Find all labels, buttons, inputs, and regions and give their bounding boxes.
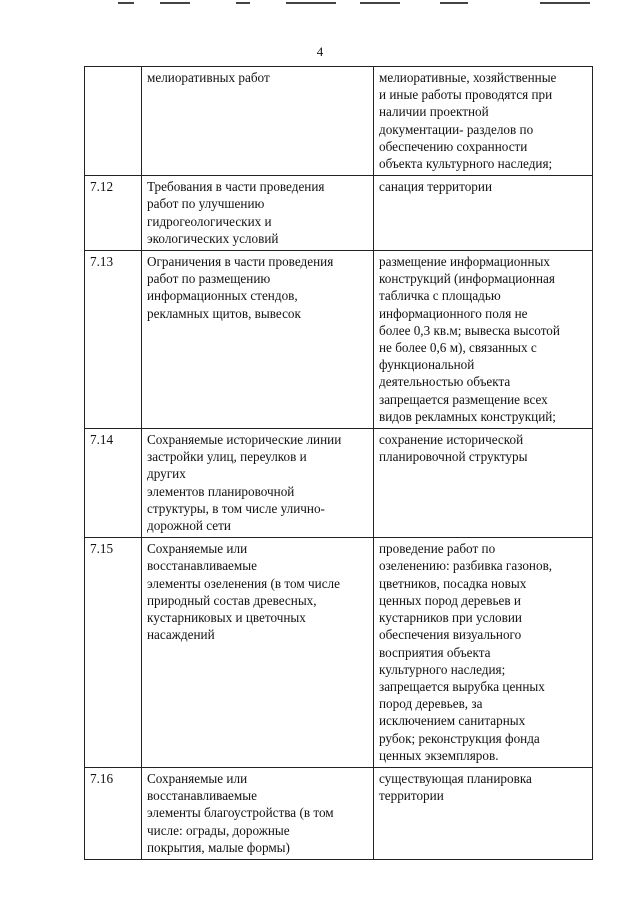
- requirement-value-cell: санация территории: [374, 176, 593, 251]
- page-number: 4: [316, 44, 324, 59]
- scan-artifact-line: [540, 2, 590, 4]
- requirement-name-cell: Сохраняемые исторические линии застройки улиц, переулков и других элементов планировочной структуры, в том числе улично- дорожной сети: [142, 429, 374, 538]
- row-number-cell: 7.14: [85, 429, 142, 538]
- row-number-cell: 7.13: [85, 251, 142, 429]
- scan-artifact-line: [440, 2, 468, 4]
- row-number-cell: 7.15: [85, 538, 142, 768]
- scan-artifact-line: [236, 2, 250, 4]
- requirement-name-cell: Требования в части проведения работ по улучшению гидрогеологических и экологических условий: [142, 176, 374, 251]
- row-number-cell: 7.16: [85, 767, 142, 859]
- requirements-table: [84, 66, 593, 860]
- table-row: [85, 67, 593, 176]
- requirement-name-cell: Сохраняемые или восстанавливаемые элементы озеленения (в том числе природный состав древесных, кустарниковых и цветочных насаждений: [142, 538, 374, 768]
- requirement-value-cell: размещение информационных конструкций (информационная табличка с площадью информационного поля не более 0,3 кв.м; вывеска высотой не более 0,6 м), связанных с функциональной деятельностью объекта запрещается размещение всех видов рекламных конструкций;: [374, 251, 593, 429]
- requirement-value-cell: мелиоративные, хозяйственные и иные работы проводятся при наличии проектной документации- разделов по обеспечению сохранности объекта культурного наследия;: [374, 67, 593, 176]
- requirement-name-cell: мелиоративных работ: [142, 67, 374, 176]
- row-number-cell: 7.12: [85, 176, 142, 251]
- scan-artifact-line: [160, 2, 190, 4]
- table-row: [85, 767, 593, 859]
- requirement-value-cell: сохранение исторической планировочной структуры: [374, 429, 593, 538]
- scan-artifact-line: [360, 2, 400, 4]
- scan-artifact-line: [118, 2, 134, 4]
- requirement-name-cell: Ограничения в части проведения работ по размещению информационных стендов, рекламных щитов, вывесок: [142, 251, 374, 429]
- table-row: [85, 176, 593, 251]
- requirement-value-cell: существующая планировка территории: [374, 767, 593, 859]
- table-row: [85, 251, 593, 429]
- row-number-cell: [85, 67, 142, 176]
- table-row: [85, 538, 593, 768]
- scan-artifact-line: [286, 2, 336, 4]
- requirement-value-cell: проведение работ по озеленению: разбивка газонов, цветников, посадка новых ценных пород деревьев и кустарников при условии обеспечения визуального восприятия объекта культурного наследия; запрещается вырубка ценных пород деревьев, за исключением санитарных рубок; реконструкция фонда ценных экземпляров.: [374, 538, 593, 768]
- requirement-name-cell: Сохраняемые или восстанавливаемые элементы благоустройства (в том числе: ограды, дорожные покрытия, малые формы): [142, 767, 374, 859]
- table-row: [85, 429, 593, 538]
